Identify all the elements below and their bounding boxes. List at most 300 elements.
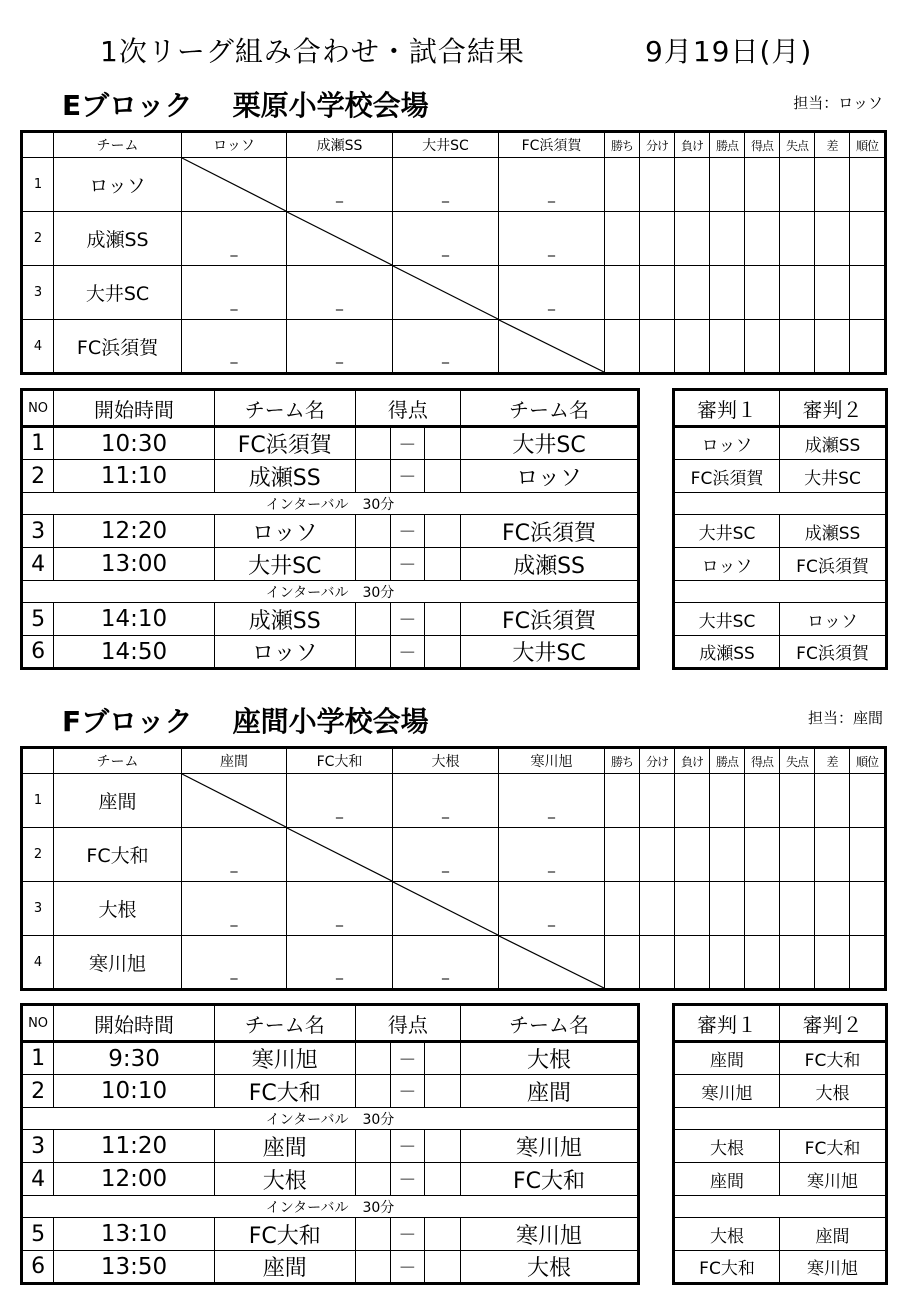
- stat-cell[interactable]: [850, 212, 886, 266]
- result-placeholder: _: [336, 803, 343, 819]
- match-row: [22, 1163, 639, 1196]
- team-name: 寒川旭: [54, 936, 182, 990]
- match-number: 1: [22, 427, 54, 460]
- referee-2: ロッソ: [780, 603, 887, 636]
- match-row: [22, 603, 639, 636]
- result-cell[interactable]: [393, 158, 499, 212]
- away-score[interactable]: [424, 1042, 460, 1075]
- stat-cell[interactable]: [710, 774, 745, 828]
- score-separator: －: [390, 1042, 424, 1075]
- referee-row: [674, 1251, 887, 1284]
- away-team: 大井SC: [461, 636, 639, 669]
- diagonal-cell: [393, 266, 499, 320]
- stat-header: 差: [815, 132, 850, 158]
- away-team: 大根: [461, 1042, 639, 1075]
- result-placeholder: _: [442, 187, 449, 203]
- row-number: 2: [22, 212, 54, 266]
- match-row: [22, 1075, 639, 1108]
- row-number: 1: [22, 158, 54, 212]
- stat-cell[interactable]: [815, 158, 850, 212]
- home-score[interactable]: [355, 1130, 390, 1163]
- stat-cell[interactable]: [640, 320, 675, 374]
- away-score[interactable]: [424, 1218, 460, 1251]
- home-score[interactable]: [355, 548, 390, 581]
- stat-cell[interactable]: [640, 774, 675, 828]
- referee-1: 大根: [674, 1218, 780, 1251]
- match-time: 11:20: [54, 1130, 215, 1163]
- home-team: 成瀬SS: [214, 603, 355, 636]
- stat-header: 得点: [745, 748, 780, 774]
- result-cell[interactable]: [499, 882, 605, 936]
- interval-row: [22, 581, 639, 603]
- team-name: ロッソ: [54, 158, 182, 212]
- interval-spacer: [674, 581, 887, 603]
- stat-cell[interactable]: [815, 774, 850, 828]
- home-score[interactable]: [355, 636, 390, 669]
- stat-cell[interactable]: [745, 774, 780, 828]
- result-cell[interactable]: [182, 828, 287, 882]
- ref2-header: 審判２: [780, 390, 887, 427]
- stat-cell[interactable]: [675, 828, 710, 882]
- match-row: [22, 548, 639, 581]
- away-score[interactable]: [424, 427, 460, 460]
- referee-row: [674, 1075, 887, 1108]
- away-score[interactable]: [424, 1130, 460, 1163]
- league-row: [22, 882, 886, 936]
- stat-cell[interactable]: [675, 158, 710, 212]
- event-date: 9月19日(月): [645, 35, 813, 68]
- block-venue: 座間小学校会場: [232, 705, 429, 738]
- diagonal-cell: [499, 936, 605, 990]
- stat-cell[interactable]: [640, 936, 675, 990]
- interval-label: インターバル 30分: [22, 1108, 639, 1130]
- row-number: 2: [22, 828, 54, 882]
- result-placeholder: _: [548, 241, 555, 257]
- stat-cell[interactable]: [605, 774, 640, 828]
- match-row: [22, 427, 639, 460]
- away-team: 座間: [461, 1075, 639, 1108]
- stat-header: 差: [815, 748, 850, 774]
- stat-cell[interactable]: [850, 158, 886, 212]
- referee-row: [674, 603, 887, 636]
- score-separator: －: [390, 1163, 424, 1196]
- match-number: 2: [22, 1075, 54, 1108]
- league-header-row: [22, 748, 886, 774]
- stat-header: 分け: [640, 748, 675, 774]
- referee-row: [674, 548, 887, 581]
- match-row: [22, 460, 639, 493]
- diagonal-cell: [287, 828, 393, 882]
- stat-header: 負け: [675, 132, 710, 158]
- diagonal-cell: [182, 774, 287, 828]
- referee-2: 大井SC: [780, 460, 887, 493]
- result-cell[interactable]: [287, 158, 393, 212]
- match-number: 6: [22, 1251, 54, 1284]
- home-team: ロッソ: [214, 636, 355, 669]
- result-cell[interactable]: [287, 320, 393, 374]
- stat-cell[interactable]: [605, 936, 640, 990]
- match-row: [22, 1130, 639, 1163]
- interval-label: インターバル 30分: [22, 493, 639, 515]
- stat-cell[interactable]: [710, 828, 745, 882]
- stat-cell[interactable]: [675, 936, 710, 990]
- stat-cell[interactable]: [675, 212, 710, 266]
- result-cell[interactable]: [287, 936, 393, 990]
- score-separator: －: [390, 1130, 424, 1163]
- home-team: FC大和: [214, 1218, 355, 1251]
- score-separator: －: [390, 515, 424, 548]
- no-header: NO: [22, 1005, 54, 1042]
- match-row: [22, 515, 639, 548]
- match-time: 11:10: [54, 460, 215, 493]
- team-header: チーム: [54, 748, 182, 774]
- stat-cell[interactable]: [710, 266, 745, 320]
- result-cell[interactable]: [287, 882, 393, 936]
- stat-cell[interactable]: [850, 320, 886, 374]
- stat-cell[interactable]: [640, 158, 675, 212]
- away-score[interactable]: [424, 548, 460, 581]
- page-title: [100, 30, 813, 70]
- team-header: チーム: [54, 132, 182, 158]
- stat-cell[interactable]: [815, 320, 850, 374]
- interval-label: インターバル 30分: [22, 581, 639, 603]
- away-team: 寒川旭: [461, 1218, 639, 1251]
- stat-cell[interactable]: [675, 882, 710, 936]
- referee-2: 寒川旭: [780, 1163, 887, 1196]
- away-team-header: チーム名: [461, 1005, 639, 1042]
- away-team: 寒川旭: [461, 1130, 639, 1163]
- match-number: 5: [22, 1218, 54, 1251]
- referee-table: [672, 1003, 888, 1285]
- opponent-header: 大井SC: [393, 132, 499, 158]
- referee-2: FC浜須賀: [780, 548, 887, 581]
- interval-row: [674, 1108, 887, 1130]
- result-placeholder: _: [336, 295, 343, 311]
- referee-2: FC大和: [780, 1130, 887, 1163]
- away-score[interactable]: [424, 1075, 460, 1108]
- referee-1: 大根: [674, 1130, 780, 1163]
- league-row: [22, 212, 886, 266]
- result-placeholder: _: [336, 348, 343, 364]
- schedule-header-row: [22, 1005, 639, 1042]
- stat-header: 勝点: [710, 132, 745, 158]
- result-cell[interactable]: [182, 266, 287, 320]
- stat-cell[interactable]: [745, 828, 780, 882]
- diagonal-cell: [393, 882, 499, 936]
- stat-cell[interactable]: [780, 936, 815, 990]
- league-row: [22, 320, 886, 374]
- interval-row: [22, 1196, 639, 1218]
- result-cell[interactable]: [182, 936, 287, 990]
- match-number: 3: [22, 515, 54, 548]
- stat-cell[interactable]: [815, 828, 850, 882]
- interval-row: [674, 493, 887, 515]
- home-score[interactable]: [355, 427, 390, 460]
- result-cell[interactable]: [393, 828, 499, 882]
- result-cell[interactable]: [499, 774, 605, 828]
- home-team: ロッソ: [214, 515, 355, 548]
- result-cell[interactable]: [393, 320, 499, 374]
- match-time: 12:20: [54, 515, 215, 548]
- home-team: 大根: [214, 1163, 355, 1196]
- result-placeholder: _: [548, 911, 555, 927]
- block-title: [62, 84, 429, 124]
- result-placeholder: _: [230, 964, 238, 980]
- interval-spacer: [674, 1196, 887, 1218]
- stat-cell[interactable]: [815, 212, 850, 266]
- referee-1: 大井SC: [674, 603, 780, 636]
- result-placeholder: _: [336, 187, 343, 203]
- result-placeholder: _: [230, 857, 238, 873]
- result-cell[interactable]: [182, 320, 287, 374]
- away-score[interactable]: [424, 636, 460, 669]
- match-row: [22, 1218, 639, 1251]
- result-placeholder: _: [230, 348, 238, 364]
- result-placeholder: _: [548, 803, 555, 819]
- interval-row: [22, 493, 639, 515]
- league-row: [22, 774, 886, 828]
- stat-header: 負け: [675, 748, 710, 774]
- away-team: FC大和: [461, 1163, 639, 1196]
- stat-header: 失点: [780, 748, 815, 774]
- stat-cell[interactable]: [745, 936, 780, 990]
- referee-2: FC浜須賀: [780, 636, 887, 669]
- home-score[interactable]: [355, 1075, 390, 1108]
- stat-cell[interactable]: [675, 320, 710, 374]
- match-row: [22, 1251, 639, 1284]
- referee-row: [674, 460, 887, 493]
- stat-header: 得点: [745, 132, 780, 158]
- stat-cell[interactable]: [815, 882, 850, 936]
- result-cell[interactable]: [393, 212, 499, 266]
- league-row: [22, 828, 886, 882]
- league-table: [20, 130, 887, 375]
- referee-2: 成瀬SS: [780, 427, 887, 460]
- stat-cell[interactable]: [605, 266, 640, 320]
- score-separator: －: [390, 603, 424, 636]
- stat-cell[interactable]: [780, 158, 815, 212]
- stat-cell[interactable]: [675, 266, 710, 320]
- away-team: ロッソ: [461, 460, 639, 493]
- diagonal-cell: [287, 212, 393, 266]
- score-separator: －: [390, 1251, 424, 1284]
- away-team-header: チーム名: [461, 390, 639, 427]
- stat-cell[interactable]: [710, 936, 745, 990]
- team-name: 大井SC: [54, 266, 182, 320]
- result-cell[interactable]: [182, 882, 287, 936]
- referee-1: 座間: [674, 1163, 780, 1196]
- block-name: Fブロック: [62, 705, 193, 738]
- interval-spacer: [674, 1108, 887, 1130]
- interval-label: インターバル 30分: [22, 1196, 639, 1218]
- no-header: [22, 748, 54, 774]
- stat-cell[interactable]: [850, 266, 886, 320]
- away-team: 成瀬SS: [461, 548, 639, 581]
- stat-cell[interactable]: [745, 320, 780, 374]
- result-placeholder: _: [336, 911, 343, 927]
- result-cell[interactable]: [287, 774, 393, 828]
- away-score[interactable]: [424, 515, 460, 548]
- away-score[interactable]: [424, 460, 460, 493]
- home-score[interactable]: [355, 515, 390, 548]
- result-placeholder: _: [548, 857, 555, 873]
- result-cell[interactable]: [499, 212, 605, 266]
- stat-cell[interactable]: [710, 212, 745, 266]
- home-team: 座間: [214, 1251, 355, 1284]
- title-text: 1次リーグ組み合わせ・試合結果: [100, 35, 525, 68]
- result-cell[interactable]: [499, 158, 605, 212]
- stat-cell[interactable]: [780, 828, 815, 882]
- stat-cell[interactable]: [745, 158, 780, 212]
- stat-header: 勝ち: [605, 748, 640, 774]
- stat-cell[interactable]: [605, 158, 640, 212]
- referee-2: 座間: [780, 1218, 887, 1251]
- opponent-header: FC浜須賀: [499, 132, 605, 158]
- referee-row: [674, 427, 887, 460]
- interval-spacer: [674, 493, 887, 515]
- stat-cell[interactable]: [815, 936, 850, 990]
- stat-cell[interactable]: [745, 212, 780, 266]
- away-team: FC浜須賀: [461, 603, 639, 636]
- home-team-header: チーム名: [214, 390, 355, 427]
- result-placeholder: _: [548, 187, 555, 203]
- match-time: 14:50: [54, 636, 215, 669]
- match-time: 14:10: [54, 603, 215, 636]
- away-score[interactable]: [424, 1163, 460, 1196]
- no-header: NO: [22, 390, 54, 427]
- row-number: 3: [22, 882, 54, 936]
- home-score[interactable]: [355, 603, 390, 636]
- result-placeholder: _: [230, 295, 238, 311]
- schedule-table: [20, 388, 640, 670]
- result-placeholder: _: [230, 241, 238, 257]
- referee-2: 成瀬SS: [780, 515, 887, 548]
- home-team: FC浜須賀: [214, 427, 355, 460]
- home-team: 座間: [214, 1130, 355, 1163]
- ref2-header: 審判２: [780, 1005, 887, 1042]
- stat-cell[interactable]: [605, 212, 640, 266]
- stat-cell[interactable]: [780, 774, 815, 828]
- referee-1: FC大和: [674, 1251, 780, 1284]
- stat-cell[interactable]: [640, 266, 675, 320]
- stat-header: 勝点: [710, 748, 745, 774]
- result-cell[interactable]: [499, 266, 605, 320]
- home-score[interactable]: [355, 1042, 390, 1075]
- stat-cell[interactable]: [850, 882, 886, 936]
- ref1-header: 審判１: [674, 1005, 780, 1042]
- stat-cell[interactable]: [745, 882, 780, 936]
- result-cell[interactable]: [182, 212, 287, 266]
- block-title: [62, 700, 429, 740]
- away-score[interactable]: [424, 1251, 460, 1284]
- stat-cell[interactable]: [710, 158, 745, 212]
- result-cell[interactable]: [287, 266, 393, 320]
- referee-1: 寒川旭: [674, 1075, 780, 1108]
- stat-cell[interactable]: [780, 212, 815, 266]
- row-number: 3: [22, 266, 54, 320]
- result-cell[interactable]: [393, 774, 499, 828]
- referee-header-row: [674, 390, 887, 427]
- block-organizer: 担当：座間: [807, 709, 883, 727]
- no-header: [22, 132, 54, 158]
- league-row: [22, 936, 886, 990]
- stat-header: 順位: [850, 748, 886, 774]
- start-time-header: 開始時間: [54, 390, 215, 427]
- referee-1: 大井SC: [674, 515, 780, 548]
- stat-cell[interactable]: [850, 774, 886, 828]
- row-number: 4: [22, 320, 54, 374]
- stat-cell[interactable]: [640, 882, 675, 936]
- referee-row: [674, 515, 887, 548]
- home-team: 成瀬SS: [214, 460, 355, 493]
- stat-cell[interactable]: [605, 882, 640, 936]
- team-name: FC浜須賀: [54, 320, 182, 374]
- referee-2: FC大和: [780, 1042, 887, 1075]
- interval-row: [674, 1196, 887, 1218]
- referee-1: 成瀬SS: [674, 636, 780, 669]
- stat-cell[interactable]: [780, 882, 815, 936]
- opponent-header: FC大和: [287, 748, 393, 774]
- row-number: 1: [22, 774, 54, 828]
- away-score[interactable]: [424, 603, 460, 636]
- referee-2: 大根: [780, 1075, 887, 1108]
- referee-1: ロッソ: [674, 548, 780, 581]
- start-time-header: 開始時間: [54, 1005, 215, 1042]
- result-placeholder: _: [442, 241, 449, 257]
- result-cell[interactable]: [499, 828, 605, 882]
- stat-cell[interactable]: [780, 266, 815, 320]
- stat-cell[interactable]: [640, 828, 675, 882]
- block-name: Eブロック: [62, 89, 193, 122]
- block-organizer: 担当：ロッソ: [793, 94, 883, 112]
- stat-header: 勝ち: [605, 132, 640, 158]
- match-time: 13:00: [54, 548, 215, 581]
- referee-row: [674, 1218, 887, 1251]
- stat-cell[interactable]: [605, 320, 640, 374]
- score-separator: －: [390, 460, 424, 493]
- match-row: [22, 636, 639, 669]
- result-cell[interactable]: [393, 936, 499, 990]
- stat-cell[interactable]: [780, 320, 815, 374]
- home-team: 寒川旭: [214, 1042, 355, 1075]
- stat-cell[interactable]: [745, 266, 780, 320]
- home-score[interactable]: [355, 1163, 390, 1196]
- stat-cell[interactable]: [815, 266, 850, 320]
- stat-header: 分け: [640, 132, 675, 158]
- home-score[interactable]: [355, 1218, 390, 1251]
- stat-cell[interactable]: [850, 828, 886, 882]
- stat-cell[interactable]: [640, 212, 675, 266]
- stat-cell[interactable]: [710, 320, 745, 374]
- stat-cell[interactable]: [710, 882, 745, 936]
- referee-1: 座間: [674, 1042, 780, 1075]
- stat-cell[interactable]: [850, 936, 886, 990]
- home-score[interactable]: [355, 460, 390, 493]
- match-time: 10:30: [54, 427, 215, 460]
- diagonal-cell: [182, 158, 287, 212]
- referee-1: ロッソ: [674, 427, 780, 460]
- referee-1: FC浜須賀: [674, 460, 780, 493]
- stat-cell[interactable]: [675, 774, 710, 828]
- stat-cell[interactable]: [605, 828, 640, 882]
- referee-table: [672, 388, 888, 670]
- home-team-header: チーム名: [214, 1005, 355, 1042]
- home-score[interactable]: [355, 1251, 390, 1284]
- match-time: 9:30: [54, 1042, 215, 1075]
- team-name: FC大和: [54, 828, 182, 882]
- referee-header-row: [674, 1005, 887, 1042]
- stat-header: 失点: [780, 132, 815, 158]
